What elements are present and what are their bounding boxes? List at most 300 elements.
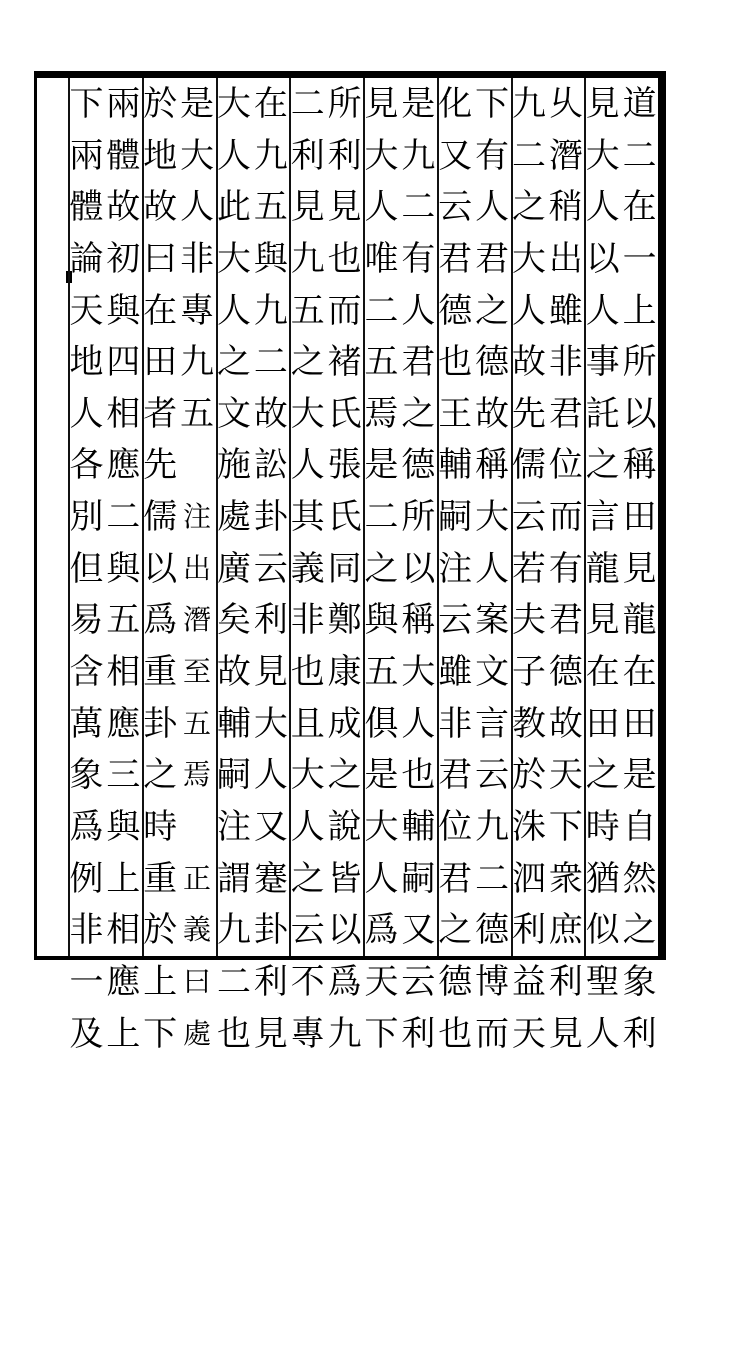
character: 爲 <box>364 910 399 950</box>
character: 注 <box>183 500 212 534</box>
character: 重 <box>143 652 178 692</box>
character: 而 <box>475 1013 510 1053</box>
character: 有 <box>475 135 510 175</box>
character: 德 <box>438 290 473 330</box>
character: 利 <box>290 135 325 175</box>
character: 王 <box>438 393 473 433</box>
character <box>179 801 216 853</box>
character: 大 <box>216 238 251 278</box>
character: 人 <box>364 858 399 898</box>
character: 五 <box>183 706 212 740</box>
character: 九 <box>290 238 325 278</box>
text-column <box>547 78 584 1053</box>
character: 但 <box>69 548 104 588</box>
character: 君 <box>475 238 510 278</box>
character: 人 <box>585 290 620 330</box>
text-column <box>252 78 289 1053</box>
character: 人 <box>290 806 325 846</box>
character: 其 <box>290 497 325 537</box>
character: 也 <box>327 238 362 278</box>
character: 上 <box>622 290 657 330</box>
character: 非 <box>438 703 473 743</box>
character: 非 <box>290 600 325 640</box>
character: 說 <box>327 806 362 846</box>
character: 與 <box>253 238 288 278</box>
character: 道 <box>622 84 657 123</box>
character: 稱 <box>475 445 510 485</box>
character: 二 <box>106 497 141 537</box>
character: 文 <box>216 393 251 433</box>
right-border <box>658 71 666 960</box>
text-column <box>289 78 326 1053</box>
character: 君 <box>548 600 583 640</box>
character: 稱 <box>622 445 657 485</box>
character: 專 <box>180 290 215 330</box>
character: 衆 <box>548 858 583 898</box>
character: 大 <box>290 755 325 795</box>
character: 有 <box>548 548 583 588</box>
text-column <box>105 78 142 1053</box>
character: 各 <box>69 445 104 485</box>
character: 故 <box>106 187 141 227</box>
character: 之 <box>622 910 657 950</box>
character: 化 <box>438 84 473 123</box>
character: 稍 <box>548 187 583 227</box>
character: 與 <box>106 290 141 330</box>
character: 嗣 <box>438 497 473 537</box>
character: 體 <box>106 135 141 175</box>
character: 相 <box>106 393 141 433</box>
character: 而 <box>327 290 362 330</box>
character: 天 <box>364 961 399 1001</box>
character: 先 <box>143 445 178 485</box>
character: 於 <box>143 84 178 123</box>
character: 在 <box>585 652 620 692</box>
character: 所 <box>327 84 362 123</box>
character: 四 <box>106 342 141 382</box>
character: 唯 <box>364 238 399 278</box>
character: 焉 <box>183 758 212 792</box>
character: 又 <box>438 135 473 175</box>
text-column <box>474 78 511 1053</box>
character: 時 <box>585 806 620 846</box>
character: 雖 <box>548 290 583 330</box>
character: 二 <box>475 858 510 898</box>
character: 人 <box>253 755 288 795</box>
character: 庶 <box>548 910 583 950</box>
character: 是 <box>401 84 436 123</box>
character: 云 <box>253 548 288 588</box>
character: 此 <box>216 187 251 227</box>
character: 論 <box>69 238 104 278</box>
character: 上 <box>106 1013 141 1053</box>
character: 利 <box>253 961 288 1001</box>
text-column <box>400 78 437 1053</box>
character: 潛 <box>183 603 212 637</box>
character: 五 <box>364 342 399 382</box>
character: 云 <box>438 187 473 227</box>
character: 嗣 <box>216 755 251 795</box>
character: 卦 <box>253 910 288 950</box>
character: 而 <box>548 497 583 537</box>
character: 二 <box>364 290 399 330</box>
character: 博 <box>475 961 510 1001</box>
character: 天 <box>69 290 104 330</box>
character: 廣 <box>216 548 251 588</box>
character: 自 <box>622 806 657 846</box>
character: 象 <box>622 961 657 1001</box>
character: 與 <box>106 806 141 846</box>
text-column <box>68 78 105 1053</box>
character: 云 <box>438 600 473 640</box>
character: 在 <box>622 652 657 692</box>
character: 似 <box>585 910 620 950</box>
character: 在 <box>143 290 178 330</box>
character: 鄭 <box>327 600 362 640</box>
character: 易 <box>69 600 104 640</box>
text-column <box>511 78 548 1053</box>
character: 二 <box>253 342 288 382</box>
character: 也 <box>290 652 325 692</box>
character: 注 <box>216 806 251 846</box>
character: 之 <box>401 393 436 433</box>
character: 君 <box>438 238 473 278</box>
character: 地 <box>143 135 178 175</box>
character: 二 <box>511 135 546 175</box>
character: 見 <box>622 548 657 588</box>
character: 見 <box>290 187 325 227</box>
character: 位 <box>438 806 473 846</box>
character: 案 <box>475 600 510 640</box>
character: 故 <box>216 652 251 692</box>
character: 位 <box>548 445 583 485</box>
character: 九 <box>475 806 510 846</box>
character: 田 <box>143 342 178 382</box>
character: 大 <box>216 84 251 123</box>
character: 德 <box>475 910 510 950</box>
character: 人 <box>216 290 251 330</box>
character: 文 <box>475 652 510 692</box>
character: 焉 <box>364 393 399 433</box>
character: 一 <box>69 961 104 1001</box>
character: 聖 <box>585 961 620 1001</box>
character: 又 <box>253 806 288 846</box>
annotation-note <box>179 491 216 1369</box>
character: 猶 <box>585 858 620 898</box>
character: 人 <box>364 187 399 227</box>
character: 田 <box>585 703 620 743</box>
character: 爲 <box>143 600 178 640</box>
character: 事 <box>585 342 620 382</box>
character: 九 <box>253 135 288 175</box>
character: 一 <box>622 238 657 278</box>
character: 故 <box>511 342 546 382</box>
character: 張 <box>327 445 362 485</box>
character: 人 <box>69 393 104 433</box>
character: 儒 <box>143 497 178 537</box>
character: 也 <box>401 755 436 795</box>
character: 二 <box>216 961 251 1001</box>
character: 非 <box>180 238 215 278</box>
character: 爲 <box>327 961 362 1001</box>
character: 輔 <box>216 703 251 743</box>
character: 之 <box>511 187 546 227</box>
character: 是 <box>364 755 399 795</box>
character: 人 <box>475 548 510 588</box>
character: 利 <box>327 135 362 175</box>
character: 以 <box>401 548 436 588</box>
character: 含 <box>69 652 104 692</box>
character: 是 <box>622 755 657 795</box>
character: 之 <box>327 755 362 795</box>
character: 龍 <box>585 548 620 588</box>
character: 非 <box>548 342 583 382</box>
character: 五 <box>364 652 399 692</box>
character: 稱 <box>401 600 436 640</box>
character: 也 <box>438 342 473 382</box>
character: 處 <box>183 1016 212 1050</box>
character: 龍 <box>622 600 657 640</box>
character: 上 <box>143 961 178 1001</box>
character: 應 <box>106 961 141 1001</box>
character: 非 <box>69 910 104 950</box>
character: 之 <box>585 755 620 795</box>
character: 託 <box>585 393 620 433</box>
character: 兩 <box>69 135 104 175</box>
character: 訟 <box>253 445 288 485</box>
text-column <box>621 78 658 1053</box>
character: 例 <box>69 858 104 898</box>
character: 下 <box>143 1013 178 1053</box>
character: 爲 <box>69 806 104 846</box>
character: 氏 <box>327 393 362 433</box>
character: 人 <box>180 187 215 227</box>
character: 五 <box>253 187 288 227</box>
character: 人 <box>475 187 510 227</box>
text-column <box>363 78 400 1053</box>
character: 天 <box>548 755 583 795</box>
text-column <box>326 78 363 1053</box>
character: 以 <box>622 393 657 433</box>
character: 初 <box>106 238 141 278</box>
character: 利 <box>401 1013 436 1053</box>
character: 下 <box>69 84 104 123</box>
character: 及 <box>69 1013 104 1053</box>
character: 蹇 <box>253 858 288 898</box>
character: 出 <box>548 238 583 278</box>
character: 有 <box>401 238 436 278</box>
character: 先 <box>511 393 546 433</box>
character: 以 <box>585 238 620 278</box>
character: 所 <box>622 342 657 382</box>
character: 之 <box>290 342 325 382</box>
character: 所 <box>401 497 436 537</box>
character: 卦 <box>143 703 178 743</box>
character: 正 <box>183 861 212 895</box>
character: 云 <box>290 910 325 950</box>
character: 下 <box>475 84 510 123</box>
character: 時 <box>143 806 178 846</box>
character: 大 <box>585 135 620 175</box>
character: 利 <box>253 600 288 640</box>
character: 皆 <box>327 858 362 898</box>
character: 大 <box>364 135 399 175</box>
character: 曰 <box>183 964 212 998</box>
character: 以 <box>327 910 362 950</box>
character: 大 <box>401 652 436 692</box>
character: 人 <box>511 290 546 330</box>
character: 二 <box>401 187 436 227</box>
character: 雖 <box>438 652 473 692</box>
character: 儒 <box>511 445 546 485</box>
character: 見 <box>327 187 362 227</box>
character: 義 <box>290 548 325 588</box>
character: 萬 <box>69 703 104 743</box>
character: 之 <box>143 755 178 795</box>
character: 大 <box>290 393 325 433</box>
character: 益 <box>511 961 546 1001</box>
character: 君 <box>438 858 473 898</box>
character: 象 <box>69 755 104 795</box>
character: 輔 <box>438 445 473 485</box>
character: 利 <box>622 1013 657 1053</box>
character: 德 <box>401 445 436 485</box>
character: 九 <box>180 342 215 382</box>
character: 與 <box>364 600 399 640</box>
character: 九 <box>216 910 251 950</box>
character: 出 <box>183 551 212 585</box>
text-column <box>437 78 474 1053</box>
character: 體 <box>69 187 104 227</box>
character: 五 <box>290 290 325 330</box>
character: 義 <box>183 913 212 947</box>
character: 以 <box>143 548 178 588</box>
character: 施 <box>216 445 251 485</box>
character: 人 <box>401 290 436 330</box>
character: 人 <box>401 703 436 743</box>
character: 大 <box>253 703 288 743</box>
character: 注 <box>438 548 473 588</box>
character: 故 <box>548 703 583 743</box>
character: 三 <box>106 755 141 795</box>
character: 九 <box>327 1013 362 1053</box>
character: 五 <box>106 600 141 640</box>
character: 子 <box>511 652 546 692</box>
character: 相 <box>106 910 141 950</box>
character: 處 <box>216 497 251 537</box>
character: 又 <box>401 910 436 950</box>
character: 大 <box>511 238 546 278</box>
character: 是 <box>180 84 215 123</box>
character: 君 <box>548 393 583 433</box>
character: 德 <box>548 652 583 692</box>
character: 見 <box>585 84 620 123</box>
character: 九 <box>253 290 288 330</box>
character: 天 <box>511 1013 546 1053</box>
character: 見 <box>364 84 399 123</box>
character: 同 <box>327 548 362 588</box>
character: 見 <box>253 652 288 692</box>
character: 下 <box>364 1013 399 1053</box>
character: 之 <box>364 548 399 588</box>
character: 別 <box>69 497 104 537</box>
character: 君 <box>438 755 473 795</box>
character: 二 <box>622 135 657 175</box>
character: 矣 <box>216 600 251 640</box>
character: 人 <box>290 445 325 485</box>
character: 人 <box>585 187 620 227</box>
character: 成 <box>327 703 362 743</box>
character: 至 <box>183 655 212 689</box>
character: 君 <box>401 342 436 382</box>
text-column <box>584 78 621 1053</box>
character: 德 <box>475 342 510 382</box>
character: 九 <box>511 84 546 123</box>
character: 云 <box>475 755 510 795</box>
character: 夫 <box>511 600 546 640</box>
character: 康 <box>327 652 362 692</box>
character: 下 <box>548 806 583 846</box>
character: 教 <box>511 703 546 743</box>
top-border <box>34 71 666 78</box>
character: 輔 <box>401 806 436 846</box>
character: 重 <box>143 858 178 898</box>
character: 云 <box>511 497 546 537</box>
character: 之 <box>585 445 620 485</box>
character: 且 <box>290 703 325 743</box>
character: 在 <box>622 187 657 227</box>
left-border <box>34 71 37 960</box>
character: 嗣 <box>401 858 436 898</box>
text-column <box>142 78 179 1053</box>
character: 德 <box>438 961 473 1001</box>
character: 也 <box>438 1013 473 1053</box>
character: 然 <box>622 858 657 898</box>
character: 洙 <box>511 806 546 846</box>
character: 見 <box>585 600 620 640</box>
character: 之 <box>438 910 473 950</box>
character: 大 <box>475 497 510 537</box>
character: 在 <box>253 84 288 123</box>
character: 曰 <box>143 238 178 278</box>
character: 二 <box>290 84 325 123</box>
character: 潛 <box>548 135 583 175</box>
character: 人 <box>216 135 251 175</box>
character: 大 <box>364 806 399 846</box>
character: 利 <box>511 910 546 950</box>
character: 地 <box>69 342 104 382</box>
character: 之 <box>216 342 251 382</box>
character: 大 <box>180 135 215 175</box>
character: 泗 <box>511 858 546 898</box>
character: 應 <box>106 703 141 743</box>
character: 云 <box>401 961 436 1001</box>
character: 應 <box>106 445 141 485</box>
character: 言 <box>585 497 620 537</box>
character: 之 <box>290 858 325 898</box>
character: 氏 <box>327 497 362 537</box>
character: 相 <box>106 652 141 692</box>
character: 人 <box>585 1013 620 1053</box>
character: 上 <box>106 858 141 898</box>
character: 兩 <box>106 84 141 123</box>
character: 言 <box>475 703 510 743</box>
character: 五 <box>180 393 215 433</box>
character: 專 <box>290 1013 325 1053</box>
character: 田 <box>622 703 657 743</box>
character: 也 <box>216 1013 251 1053</box>
character: 見 <box>253 1013 288 1053</box>
